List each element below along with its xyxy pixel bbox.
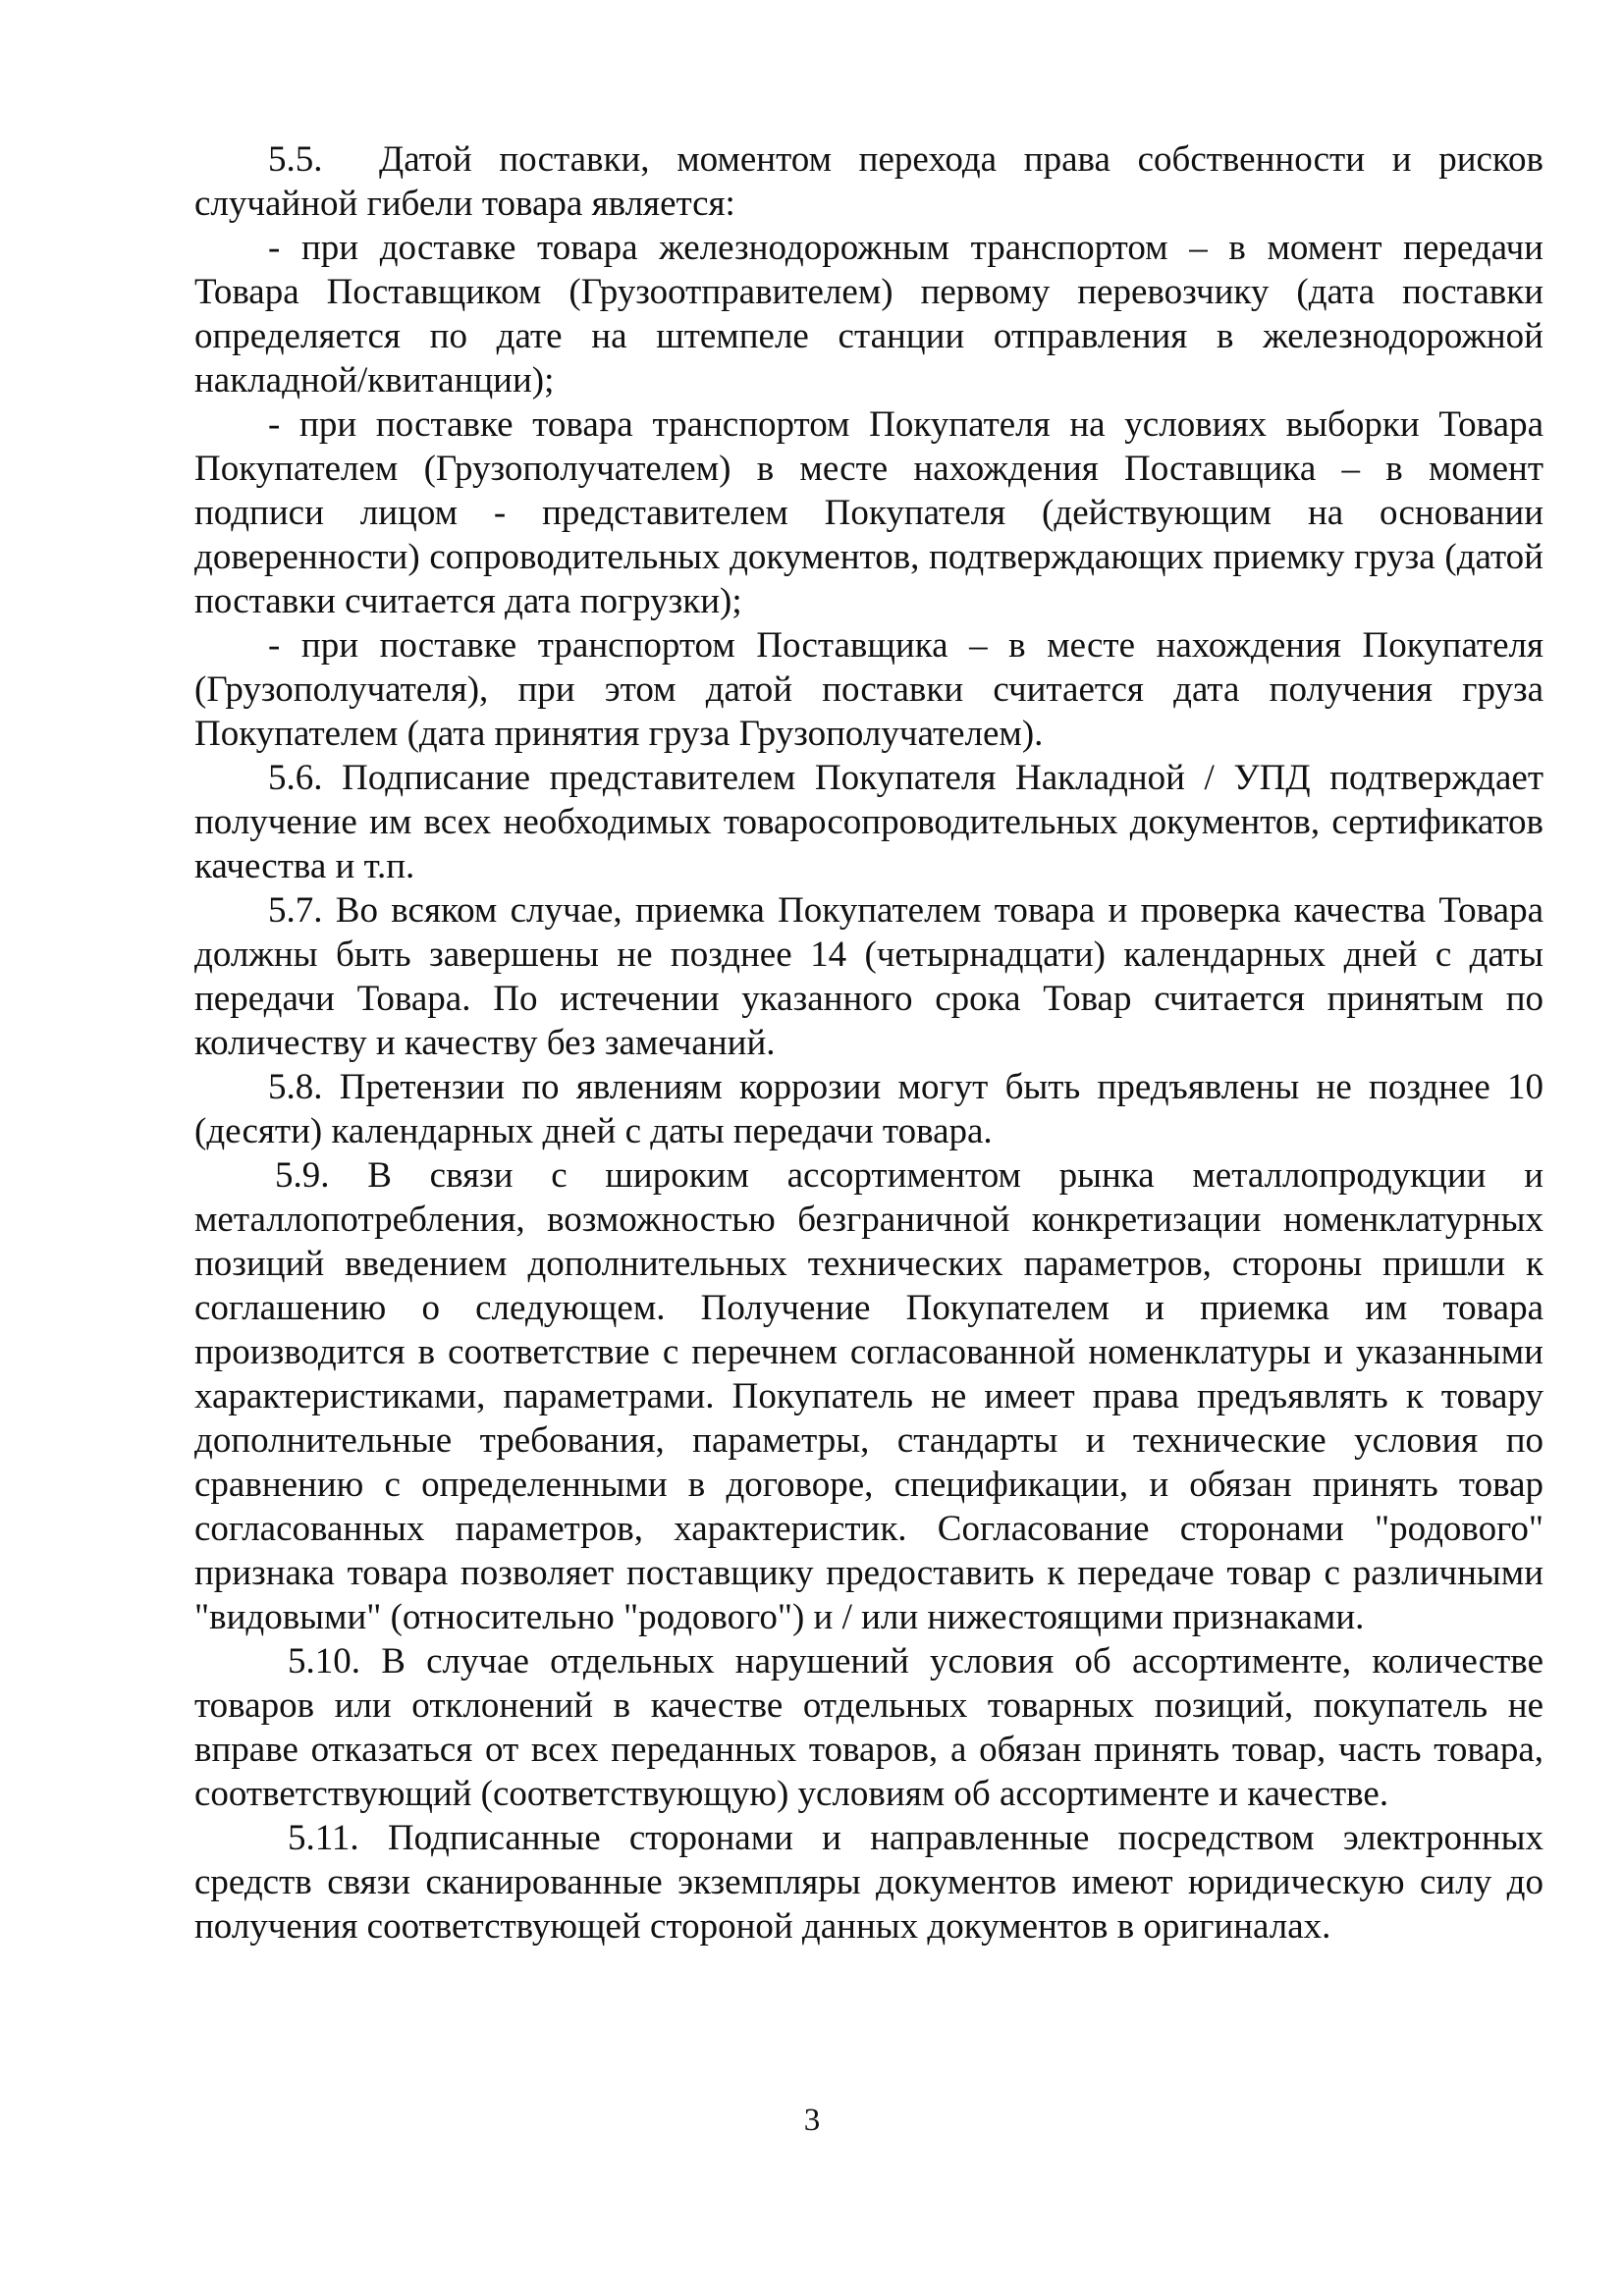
paragraph-5-9: 5.9. В связи с широким ассортиментом рынка металлопродукции и металлопотребления, возможностью безграничной конкретизации номенклатурных позиций введением дополнительных технических параметров, стороны пришли к соглашению о следующем. Получение Покупателем и приемка им товара производится в соответствие с перечнем согласованной номенклатуры и указанными характеристиками, параметрами. Покупатель не имеет права предъявлять к товару дополнительные требования, параметры, стандарты и технические условия по сравнению с определенными в договоре, спецификации, и обязан принять товар согласованных параметров, характеристик. Согласование сторонами "родового" признака товара позволяет поставщику предоставить к передаче товар с различными "видовыми" (относительно "родового") и / или нижестоящими признаками. (194, 1155, 1543, 1637)
paragraph-5-8: 5.8. Претензии по явлениям коррозии могут быть предъявлены не позднее 10 (десяти) календарных дней с даты передачи товара. (194, 1067, 1543, 1151)
paragraph-5-11: 5.11. Подписанные сторонами и направленные посредством электронных средств связи сканированные экземпляры документов имеют юридическую силу до получения соответствующей стороной данных документов в оригиналах. (194, 1818, 1543, 1947)
paragraph-5-6: 5.6. Подписание представителем Покупателя Накладной / УПД подтверждает получение им всех необходимых товаросопроводительных документов, сертификатов качества и т.п. (194, 758, 1543, 886)
paragraph-text: Датой поставки, моментом перехода права собственности и рисков случайной гибели товара является: (194, 139, 1543, 224)
paragraph-5-5-buyer-transport: - при поставке товара транспортом Покупателя на условиях выборки Товара Покупателем (Грузополучателем) в месте нахождения Поставщика – в момент подписи лицом - представителем Покупателя (действующим на основании доверенности) сопроводительных документов, подтверждающих приемку груза (датой поставки считается дата погрузки); (194, 404, 1543, 621)
paragraph-5-5-rail: - при доставке товара железнодорожным транспортом – в момент передачи Товара Поставщиком (Грузоотправителем) первому перевозчику (дата поставки определяется по дате на штемпеле станции отправления в железнодорожной накладной/квитанции); (194, 228, 1543, 400)
document-body (194, 137, 1543, 1949)
clause-number: 5.5. (268, 139, 323, 180)
paragraph-5-10: 5.10. В случае отдельных нарушений условия об ассортименте, количестве товаров или отклонений в качестве отдельных товарных позиций, покупатель не вправе отказаться от всех переданных товаров, а обязан принять товар, часть товара, соответствующий (соответствующую) условиям об ассортименте и качестве. (194, 1641, 1543, 1814)
page-number: 3 (803, 2103, 821, 2138)
paragraph-5-7: 5.7. Во всяком случае, приемка Покупателем товара и проверка качества Товара должны быть завершены не позднее 14 (четырнадцати) календарных дней с даты передачи Товара. По истечении указанного срока Товар считается принятым по количеству и качеству без замечаний. (194, 890, 1543, 1063)
paragraph-5-5 (194, 137, 1543, 226)
paragraph-5-5-supplier-transport: - при поставке транспортом Поставщика – в месте нахождения Покупателя (Грузополучателя), при этом датой поставки считается дата получения груза Покупателем (дата принятия груза Грузополучателем). (194, 625, 1543, 754)
